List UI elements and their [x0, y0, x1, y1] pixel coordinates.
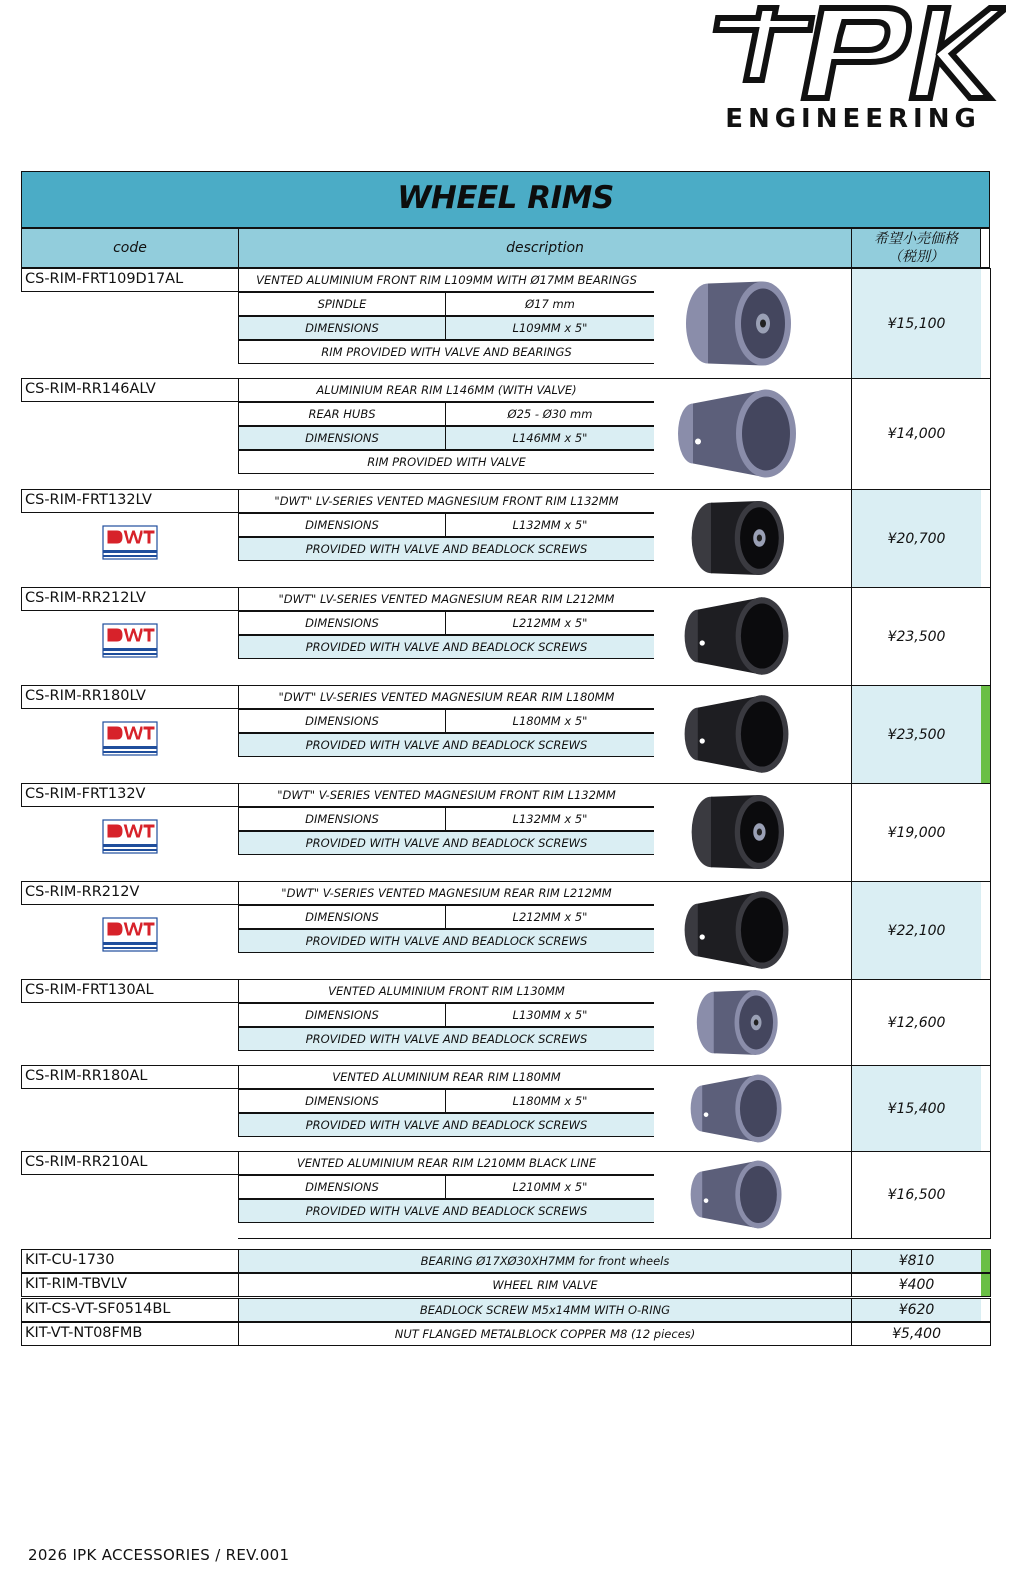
magnesium-rim-photo: [658, 690, 808, 778]
rim-block: [21, 881, 990, 979]
rim-block: [21, 1065, 990, 1152]
header-code: code: [21, 228, 239, 268]
rim-spec-label: DIMENSIONS: [238, 709, 446, 733]
kit-price: ¥620: [851, 1298, 982, 1322]
kit-description: BEARING Ø17XØ30XH7MM for front wheels: [238, 1249, 852, 1273]
header-strip: [980, 228, 990, 268]
dwt-brand-logo: [101, 524, 159, 561]
header-price-line1: 希望小売価格: [874, 231, 958, 247]
rim-title: "DWT" LV-SERIES VENTED MAGNESIUM REAR RIM L180MM: [238, 685, 655, 709]
dwt-brand-logo: [101, 622, 159, 659]
rim-block: [21, 268, 990, 379]
rim-desc-filler: [238, 474, 655, 490]
rim-spec-value: L210MM x 5": [445, 1175, 655, 1199]
kit-price: ¥810: [851, 1249, 982, 1273]
dwt-brand-logo: [101, 720, 159, 757]
rim-spec-value: L130MM x 5": [445, 1003, 655, 1027]
rim-spec-label: DIMENSIONS: [238, 1003, 446, 1027]
rim-code: CS-RIM-RR212LV: [21, 587, 239, 611]
rim-status-strip: [981, 685, 991, 784]
magnesium-rim-photo: [658, 886, 808, 974]
rim-title: "DWT" V-SERIES VENTED MAGNESIUM FRONT RIM L132MM: [238, 783, 655, 807]
rim-spec-value: L180MM x 5": [445, 1089, 655, 1113]
rim-title: "DWT" LV-SERIES VENTED MAGNESIUM FRONT RIM L132MM: [238, 489, 655, 513]
kit-code: KIT-CS-VT-SF0514BL: [21, 1298, 239, 1322]
rim-status-strip: [981, 881, 991, 980]
footer-revision: 2026 IPK ACCESSORIES / REV.001: [28, 1546, 290, 1564]
rim-spec-value: L146MM x 5": [445, 426, 655, 450]
rim-block: [21, 1151, 990, 1238]
kit-row: [21, 1322, 990, 1346]
rim-title: VENTED ALUMINIUM REAR RIM L210MM BLACK LINE: [238, 1151, 655, 1175]
aluminium-rim-photo: [658, 273, 808, 374]
rim-block: [21, 587, 990, 685]
rim-block: [21, 783, 990, 881]
rim-block: [21, 489, 990, 587]
rim-spec-label: DIMENSIONS: [238, 611, 446, 635]
dwt-brand-logo: [101, 916, 159, 953]
rim-code: CS-RIM-RR180AL: [21, 1065, 239, 1089]
rim-code: CS-RIM-FRT109D17AL: [21, 268, 239, 292]
rim-price: ¥22,100: [851, 881, 982, 980]
rim-code: CS-RIM-RR210AL: [21, 1151, 239, 1175]
rim-status-strip: [981, 1151, 991, 1239]
rim-spec-label: DIMENSIONS: [238, 1089, 446, 1113]
rim-title: VENTED ALUMINIUM FRONT RIM L109MM WITH Ø17MM BEARINGS: [238, 268, 655, 292]
table-title-bar: [21, 171, 990, 228]
kit-status-strip: [981, 1249, 991, 1273]
kit-status-strip: [981, 1322, 991, 1346]
aluminium-rim-photo: [658, 383, 808, 484]
rim-note: PROVIDED WITH VALVE AND BEADLOCK SCREWS: [238, 1027, 655, 1051]
rim-price: ¥20,700: [851, 489, 982, 588]
rim-spec-label: DIMENSIONS: [238, 426, 446, 450]
rim-note: RIM PROVIDED WITH VALVE AND BEARINGS: [238, 340, 655, 364]
rim-note: PROVIDED WITH VALVE AND BEADLOCK SCREWS: [238, 831, 655, 855]
kit-row: [21, 1249, 990, 1273]
rim-spec-label: DIMENSIONS: [238, 905, 446, 929]
rim-desc-filler: [238, 855, 655, 882]
rim-block: [21, 685, 990, 783]
ipk-engineering-logo: [700, 0, 1006, 134]
kit-price: ¥400: [851, 1273, 982, 1297]
rim-spec-value: Ø17 mm: [445, 292, 655, 316]
rim-spec-value: L180MM x 5": [445, 709, 655, 733]
kit-code: KIT-RIM-TBVLV: [21, 1273, 239, 1297]
rim-status-strip: [981, 268, 991, 380]
rim-title: "DWT" V-SERIES VENTED MAGNESIUM REAR RIM L212MM: [238, 881, 655, 905]
rim-spec-label: DIMENSIONS: [238, 807, 446, 831]
kit-description: NUT FLANGED METALBLOCK COPPER M8 (12 pieces): [238, 1322, 852, 1346]
magnesium-rim-photo: [658, 494, 808, 582]
rim-title: ALUMINIUM REAR RIM L146MM (WITH VALVE): [238, 378, 655, 402]
ipk-logo-mark: [700, 0, 1006, 104]
rim-spec-value: L109MM x 5": [445, 316, 655, 340]
kit-row: [21, 1273, 990, 1297]
kit-description: BEADLOCK SCREW M5x14MM WITH O-RING: [238, 1298, 852, 1322]
header-price-line2: （税別）: [888, 249, 944, 265]
rim-price: ¥12,600: [851, 979, 982, 1067]
rim-code: CS-RIM-RR180LV: [21, 685, 239, 709]
rim-spec-value: Ø25 - Ø30 mm: [445, 402, 655, 426]
rim-spec-label: SPINDLE: [238, 292, 446, 316]
kit-row: [21, 1298, 990, 1322]
rim-price: ¥14,000: [851, 378, 982, 490]
rim-code: CS-RIM-RR212V: [21, 881, 239, 905]
kit-description: WHEEL RIM VALVE: [238, 1273, 852, 1297]
kit-price: ¥5,400: [851, 1322, 982, 1346]
magnesium-rim-photo: [658, 788, 808, 876]
rim-note: PROVIDED WITH VALVE AND BEADLOCK SCREWS: [238, 1113, 655, 1137]
dwt-brand-logo: [101, 818, 159, 855]
rim-desc-filler: [238, 1223, 655, 1239]
rim-title: VENTED ALUMINIUM FRONT RIM L130MM: [238, 979, 655, 1003]
rim-price: ¥15,400: [851, 1065, 982, 1153]
rim-price: ¥23,500: [851, 587, 982, 686]
rim-price: ¥19,000: [851, 783, 982, 882]
rim-price: ¥23,500: [851, 685, 982, 784]
magnesium-rim-photo: [658, 592, 808, 680]
rim-spec-value: L132MM x 5": [445, 807, 655, 831]
rim-title: VENTED ALUMINIUM REAR RIM L180MM: [238, 1065, 655, 1089]
rim-desc-filler: [238, 757, 655, 784]
ipk-wordmark: ENGINEERING: [725, 104, 981, 134]
rim-note: PROVIDED WITH VALVE AND BEADLOCK SCREWS: [238, 929, 655, 953]
kit-status-strip: [981, 1298, 991, 1322]
kit-code: KIT-CU-1730: [21, 1249, 239, 1273]
rim-note: PROVIDED WITH VALVE AND BEADLOCK SCREWS: [238, 635, 655, 659]
rim-block: [21, 378, 990, 489]
rim-status-strip: [981, 489, 991, 588]
rim-desc-filler: [238, 953, 655, 980]
table-title: WHEEL RIMS: [397, 180, 614, 216]
header-description: description: [238, 228, 852, 268]
rim-spec-label: DIMENSIONS: [238, 513, 446, 537]
rim-spec-label: DIMENSIONS: [238, 316, 446, 340]
rim-spec-value: L212MM x 5": [445, 905, 655, 929]
rim-status-strip: [981, 378, 991, 490]
rim-status-strip: [981, 979, 991, 1067]
rim-code: CS-RIM-FRT132LV: [21, 489, 239, 513]
rim-note: PROVIDED WITH VALVE AND BEADLOCK SCREWS: [238, 733, 655, 757]
rim-spec-value: L212MM x 5": [445, 611, 655, 635]
rim-code: CS-RIM-FRT132V: [21, 783, 239, 807]
rim-block: [21, 979, 990, 1066]
rim-desc-filler: [238, 659, 655, 686]
rim-note: RIM PROVIDED WITH VALVE: [238, 450, 655, 474]
rim-note: PROVIDED WITH VALVE AND BEADLOCK SCREWS: [238, 537, 655, 561]
rim-spec-value: L132MM x 5": [445, 513, 655, 537]
rim-code: CS-RIM-FRT130AL: [21, 979, 239, 1003]
rim-desc-filler: [238, 561, 655, 588]
aluminium-rim-photo: [658, 1070, 808, 1147]
kit-status-strip: [981, 1273, 991, 1297]
kit-code: KIT-VT-NT08FMB: [21, 1322, 239, 1346]
rim-spec-label: DIMENSIONS: [238, 1175, 446, 1199]
header-price: [851, 228, 981, 268]
aluminium-rim-photo: [658, 1156, 808, 1233]
rim-price: ¥15,100: [851, 268, 982, 380]
rim-title: "DWT" LV-SERIES VENTED MAGNESIUM REAR RIM L212MM: [238, 587, 655, 611]
rim-spec-label: REAR HUBS: [238, 402, 446, 426]
rim-price: ¥16,500: [851, 1151, 982, 1239]
rim-status-strip: [981, 783, 991, 882]
rim-status-strip: [981, 1065, 991, 1153]
rim-note: PROVIDED WITH VALVE AND BEADLOCK SCREWS: [238, 1199, 655, 1223]
rim-code: CS-RIM-RR146ALV: [21, 378, 239, 402]
aluminium-rim-photo: [658, 984, 808, 1061]
rim-status-strip: [981, 587, 991, 686]
